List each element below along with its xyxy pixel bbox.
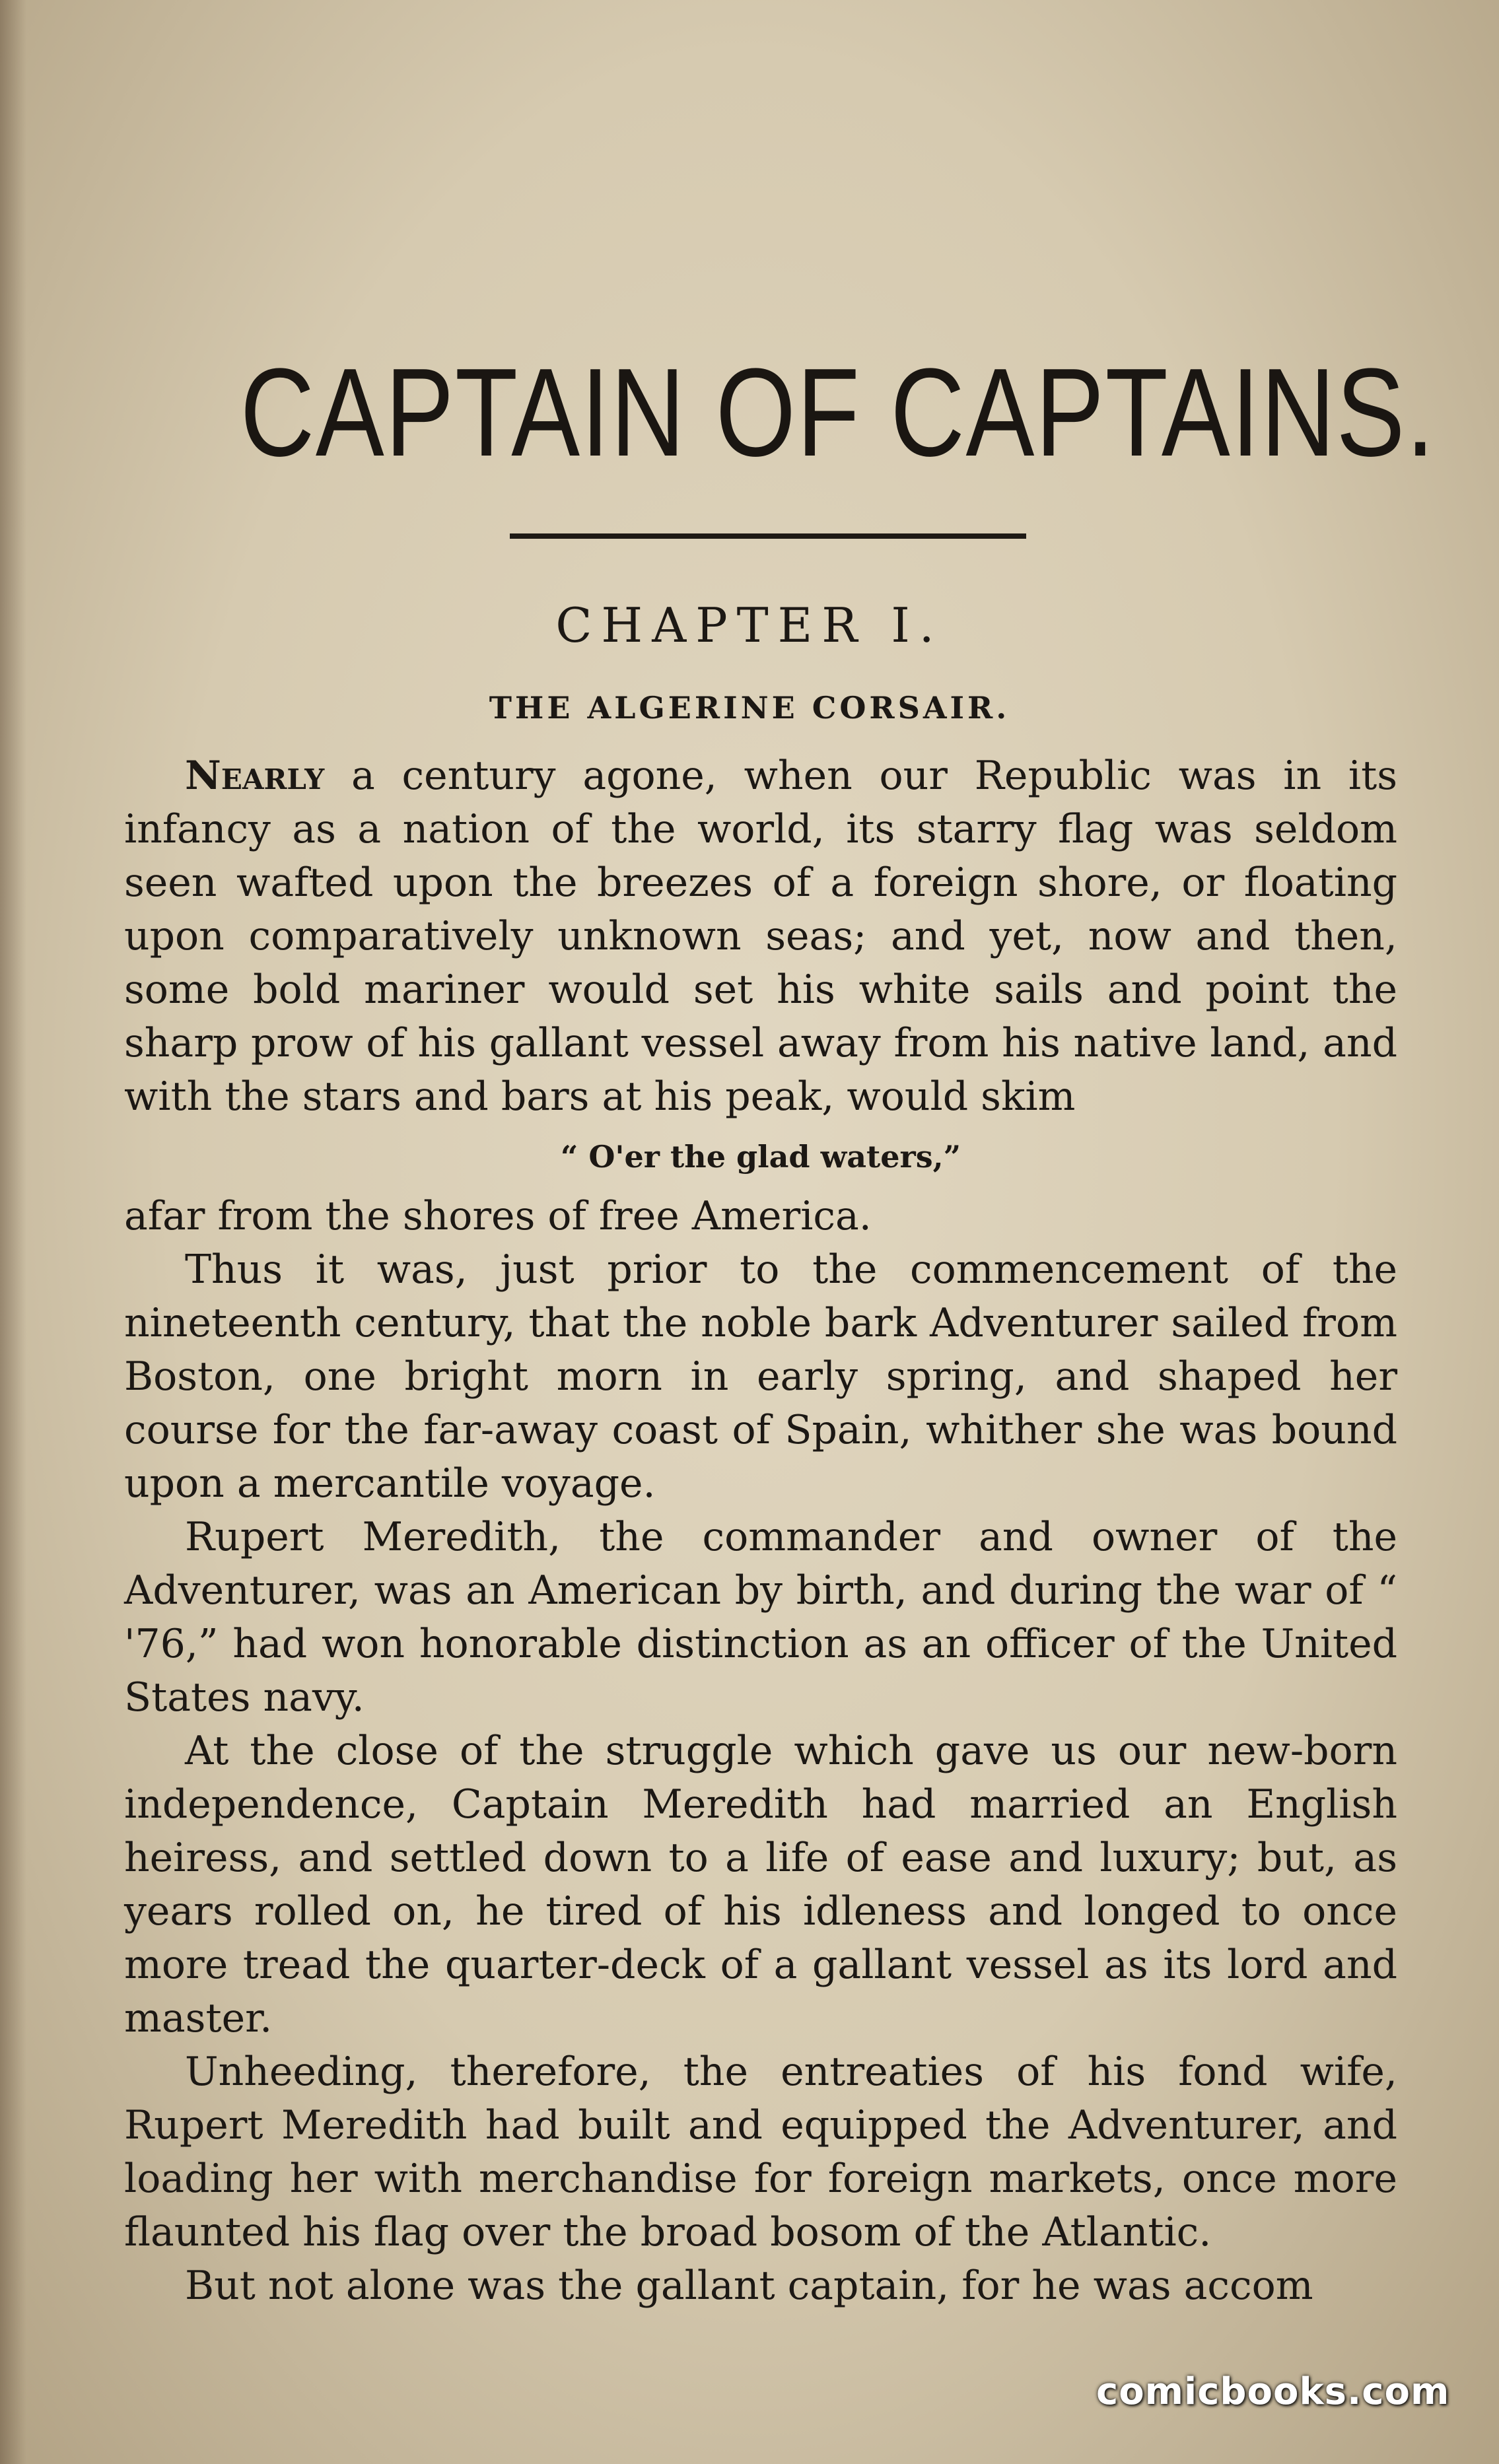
quotation: “ O'er the glad waters,” — [560, 1139, 961, 1175]
chapter-subtitle: THE ALGERINE CORSAIR. — [489, 690, 1010, 726]
paragraph-text: a century agone, when our Republic was in its infancy as a nation of the world, its starry flag was seldom seen wafted upon the breezes of a foreign shore, or floating upon comparatively unknown seas; and yet, now and then, some bold mariner would set his white sails and point the sharp prow of his gallant vessel away from his native land, and with the stars and bars at his peak, would skim — [124, 753, 1397, 1120]
body-text — [124, 749, 1397, 2313]
paragraph: afar from the shores of free America. — [124, 1193, 872, 1239]
binding-shadow — [0, 0, 26, 2464]
watermark: comicbooks.com — [1096, 2370, 1450, 2413]
title-rule — [510, 533, 1026, 539]
chapter-heading: CHAPTER I. — [555, 598, 944, 653]
drop-lead-word: Nearly — [185, 753, 325, 799]
paragraph: Rupert Meredith, the commander and owner of the Adventurer, was an American by birth, and during the war of “ '76,” had won honorable distinction as an officer of the United States navy. — [124, 1514, 1397, 1721]
paragraph: Unheeding, therefore, the entreaties of his fond wife, Rupert Meredith had built and equipped the Adventurer, and loading her with merchandise for foreign markets, once more flaunted his flag over the broad bosom of the Atlantic. — [124, 2049, 1397, 2255]
paragraph: At the close of the struggle which gave us our new-born independence, Captain Meredith had married an English heiress, and settled down to a life of ease and luxury; but, as years rolled on, he tired of his idleness and longed to once more tread the quarter-deck of a gallant vessel as its lord and master. — [124, 1728, 1397, 2041]
paragraph — [124, 749, 1397, 1124]
paragraph: But not alone was the gallant captain, for he was accom — [185, 2263, 1313, 2309]
paragraph: Thus it was, just prior to the commencement of the nineteenth century, that the noble bark Adventurer sailed from Boston, one bright morn in early spring, and shaped her course for the far-away coast of Spain, whither she was bound upon a mercantile voyage. — [124, 1247, 1397, 1507]
book-title: CAPTAIN OF CAPTAINS. — [240, 343, 1436, 483]
